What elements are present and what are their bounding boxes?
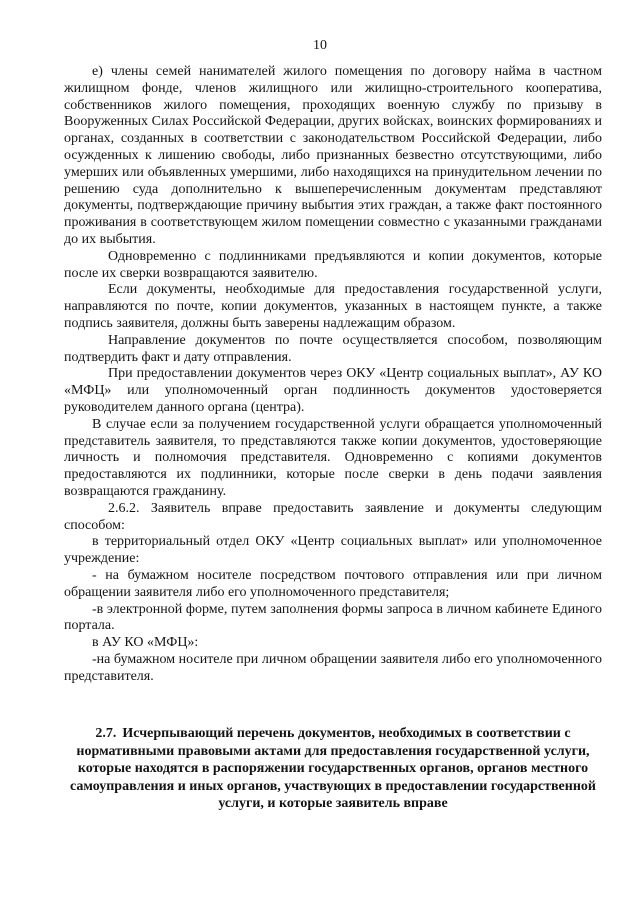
paragraph-representative: В случае если за получением государственной услуги обращается уполномоченный представитель заявителя, то представляются также копии документов, удостоверяющие личность и полномочия представителя. Одновременно с копиями документов предоставляются их подлинники, которые после сверки в день подачи заявления возвращаются гражданину. (64, 416, 602, 499)
section-title: Исчерпывающий перечень документов, необходимых в соответствии с нормативными правовыми актами для предоставления государственной услуги, которые находятся в распоряжении государственных органов, органов местного самоуправления и иных органов, участвующих в предоставлении государственной услуги, и которые заявитель вправе (70, 726, 596, 812)
paragraph-electronic-form: -в электронной форме, путем заполнения формы запроса в личном кабинете Единого портала. (64, 601, 602, 634)
document-body (64, 64, 602, 813)
paragraph-territorial-office: в территориальный отдел ОКУ «Центр социальных выплат» или уполномоченное учреждение: (64, 534, 602, 567)
paragraph-paper-personal: -на бумажном носителе при личном обращении заявителя либо его уполномоченного представителя. (64, 651, 602, 684)
page-number: 10 (313, 38, 327, 53)
paragraph-originals-and-copies: Одновременно с подлинниками предъявляются и копии документов, которые после их сверки возвращаются заявителю. (64, 248, 602, 281)
paragraph-family-members: е) члены семей нанимателей жилого помещения по договору найма в частном жилищном фонде, членов жилищного или жилищно-строительного кооператива, собственников жилого помещения, проходящих военную службу по призыву в Вооруженных Силах Российской Федерации, других войсках, воинских формированиях и органах, созданных в соответствии с законодательством Российской Федерации, либо осужденных к лишению свободы, либо признанных безвестно отсутствующими, либо умерших или объявленных умершими, либо находящихся на принудительном лечении по решению суда дополнительно к вышеперечисленным документам представляют документы, подтверждающие причину выбытия этих граждан, а также факт постоянного проживания в соответствующем жилом помещении совместно с указанными гражданами до их выбытия. (64, 64, 602, 247)
section-heading-2-7 (64, 725, 602, 813)
paragraph-2-6-2: 2.6.2. Заявитель вправе предоставить заявление и документы следующим способом: (64, 500, 602, 533)
paragraph-mfc: в АУ КО «МФЦ»: (92, 635, 199, 651)
paragraph-documents-by-mail: Если документы, необходимые для предоставления государственной услуги, направляются по почте, копии документов, указанных в настоящем пункте, а также подпись заявителя, должны быть заверены надлежащим образом. (64, 282, 602, 331)
paragraph-authenticity: При предоставлении документов через ОКУ «Центр социальных выплат», АУ КО «МФЦ» или уполномоченный орган подлинность документов удостоверяется руководителем данного органа (центра). (64, 366, 602, 415)
section-number: 2.7. (95, 726, 117, 742)
paragraph-mail-method: Направление документов по почте осуществляется способом, позволяющим подтвердить факт и дату отправления. (64, 332, 602, 365)
paragraph-paper-by-mail: - на бумажном носителе посредством почтового отправления или при личном обращении заявителя либо его уполномоченного представителя; (64, 567, 602, 600)
